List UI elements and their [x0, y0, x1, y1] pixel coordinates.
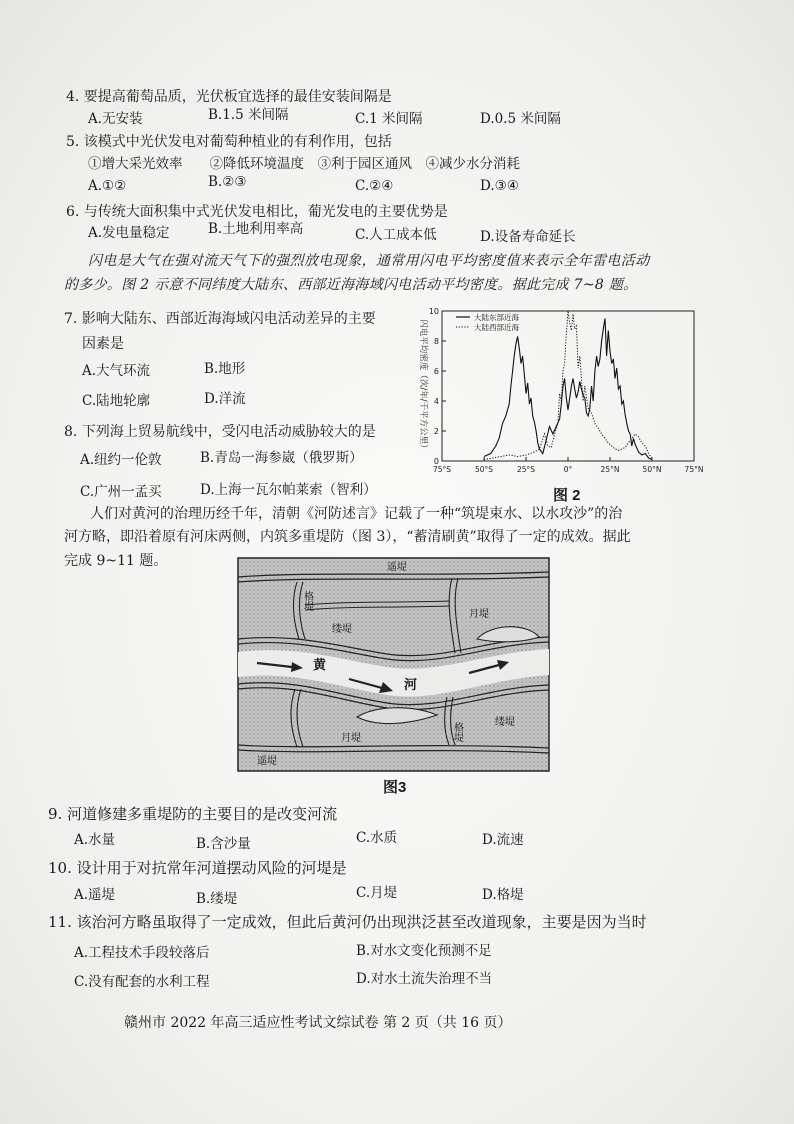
- y-tick-label: 0: [433, 457, 439, 466]
- q7-stem-line2: 因素是: [82, 336, 124, 352]
- y-tick-label: 2: [433, 427, 439, 436]
- legend-east-label: 大陆东部近海: [474, 313, 519, 322]
- q10-option-d: D.格堤: [482, 887, 524, 903]
- chart-y-axis-label: 闪电平均密度（次/年/千平方公里）: [418, 319, 428, 453]
- y-tick-label: 10: [428, 307, 439, 316]
- q8-option-b: B.青岛一海参崴（俄罗斯）: [200, 450, 363, 466]
- q8-option-c: C.广州一孟买: [80, 484, 162, 500]
- legend-west-label: 大陆西部近海: [474, 323, 519, 332]
- q7-option-c: C.陆地轮廓: [82, 393, 151, 409]
- series-line-west: [484, 311, 652, 460]
- q9-option-c: C.水质: [356, 830, 398, 846]
- q10-option-a: A.遥堤: [74, 887, 116, 903]
- label-gedi-bottom: 格堤: [451, 722, 463, 742]
- q11-stem: 11. 该治河方略虽取得了一定成效，但此后黄河仍出现洪泛甚至改道现象，主要是因为当时: [48, 913, 647, 931]
- q10-option-c: C.月堤: [356, 885, 398, 901]
- q7-option-b: B.地形: [204, 361, 246, 377]
- q6-stem: 6. 与传统大面积集中式光伏发电相比，葡光发电的主要优势是: [66, 204, 448, 220]
- page-footer: 赣州市 2022 年高三适应性考试文综试卷 第 2 页（共 16 页）: [124, 1015, 512, 1031]
- passage2-line2: 河方略，即沿着原有河床两侧，内筑多重堤防（图 3），“蓄清刷黄”取得了一定的成效。据此: [64, 529, 631, 545]
- series-line-east: [484, 319, 652, 460]
- q4-option-d: D.0.5 米间隔: [480, 111, 561, 127]
- q9-stem: 9. 河道修建多重堤防的主要目的是改变河流: [48, 805, 338, 823]
- label-yuedi-bottom: 月堤: [341, 733, 361, 744]
- x-tick-label: 50°N: [642, 465, 662, 474]
- q5-option-a: A.①②: [88, 178, 127, 194]
- q11-option-b: B.对水文变化预测不足: [356, 943, 492, 959]
- q5-option-c: C.②④: [355, 178, 394, 194]
- q8-option-d: D.上海一瓦尔帕莱索（智利）: [200, 482, 377, 498]
- q5-option-d: D.③④: [480, 178, 519, 194]
- figure3-caption: 图3: [383, 779, 407, 796]
- x-tick-label: 75°S: [432, 465, 452, 474]
- lightning-density-chart: [410, 305, 704, 480]
- q9-option-d: D.流速: [482, 832, 524, 848]
- q9-option-b: B.含沙量: [196, 836, 251, 852]
- passage1-line1: 闪电是大气在强对流天气下的强烈放电现象，通常用闪电平均密度值来表示全年雷电活动: [88, 253, 650, 269]
- q11-option-d: D.对水土流失治理不当: [356, 971, 493, 987]
- label-yaodi-top: 遥堤: [387, 562, 407, 573]
- q5-option-b: B.②③: [208, 174, 247, 190]
- q7-stem-line1: 7. 影响大陆东、西部近海海域闪电活动差异的主要: [64, 311, 376, 327]
- passage2-line1: 人们对黄河的治理历经千年，清朝《河防述言》记载了一种“筑堤束水、以水攻沙”的治: [90, 506, 623, 522]
- q4-option-b: B.1.5 米间隔: [208, 107, 289, 123]
- q6-option-c: C.人工成本低: [355, 227, 437, 243]
- y-tick-label: 6: [433, 367, 439, 376]
- x-tick-label: 0°: [563, 465, 573, 474]
- q8-stem: 8. 下列海上贸易航线中，受闪电活动威胁较大的是: [64, 424, 376, 440]
- q5-items: ①增大采光效率 ②降低环境温度 ③利于园区通风 ④减少水分消耗: [88, 156, 520, 172]
- q11-option-c: C.没有配套的水利工程: [74, 974, 210, 990]
- q6-option-b: B.土地利用率高: [208, 221, 304, 237]
- chart-plot-frame: [442, 311, 694, 461]
- q10-option-b: B.缕堤: [196, 891, 238, 907]
- q5-stem: 5. 该模式中光伏发电对葡萄种植业的有利作用，包括: [66, 134, 392, 150]
- q4-option-a: A.无安装: [88, 111, 143, 127]
- label-yuedi-top: 月堤: [469, 609, 489, 620]
- x-tick-label: 50°S: [474, 465, 494, 474]
- x-tick-label: 25°N: [600, 465, 620, 474]
- x-tick-label: 25°S: [516, 465, 536, 474]
- q8-option-a: A.纽约一伦敦: [80, 452, 162, 468]
- label-lvdi-top: 缕堤: [332, 624, 352, 635]
- q6-option-d: D.设备寿命延长: [480, 229, 576, 245]
- label-yaodi-bottom: 遥堤: [257, 756, 277, 767]
- label-gedi-top: 格堤: [301, 591, 313, 611]
- river-levee-diagram: [237, 557, 550, 772]
- q10-stem: 10. 设计用于对抗常年河道摆动风险的河堤是: [48, 859, 347, 877]
- q4-option-c: C.1 米间隔: [355, 111, 423, 127]
- label-river-char-2: 河: [404, 678, 418, 693]
- passage2-line3: 完成 9~11 题。: [64, 553, 168, 569]
- q9-option-a: A.水量: [74, 832, 116, 848]
- q11-option-a: A.工程技术手段较落后: [74, 945, 210, 961]
- figure2-caption: 图 2: [553, 487, 581, 504]
- q6-option-a: A.发电量稳定: [88, 225, 170, 241]
- y-tick-label: 4: [433, 397, 439, 406]
- q4-stem: 4. 要提高葡萄品质，光伏板宜选择的最佳安装间隔是: [66, 89, 392, 105]
- passage1-line2: 的多少。图 2 示意不同纬度大陆东、西部近海海域闪电活动平均密度。据此完成 7~8 题。: [64, 277, 638, 293]
- label-river-char-1: 黄: [313, 658, 327, 673]
- y-tick-label: 8: [433, 337, 439, 346]
- x-tick-label: 75°N: [684, 465, 704, 474]
- q7-option-a: A.大气环流: [82, 363, 151, 379]
- q7-option-d: D.洋流: [204, 391, 246, 407]
- label-lvdi-bottom: 缕堤: [495, 717, 515, 728]
